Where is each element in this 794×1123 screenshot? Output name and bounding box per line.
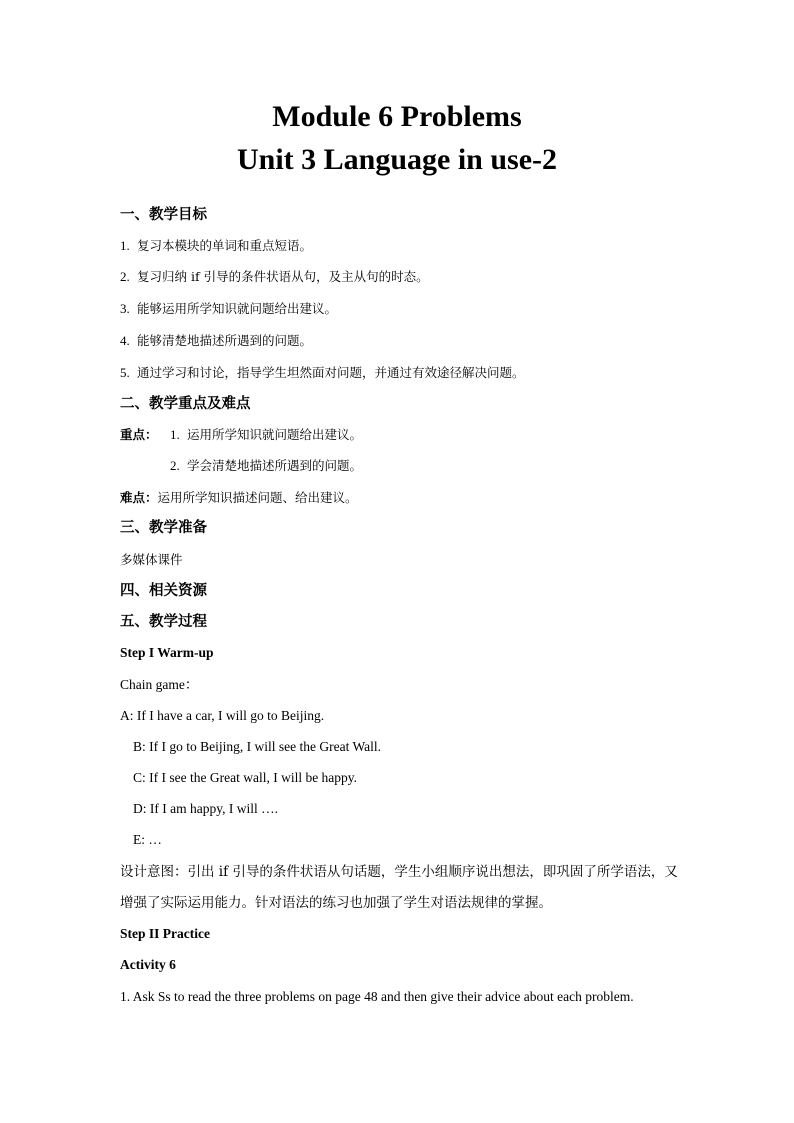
objective-item-5: 5. 通过学习和讨论，指导学生坦然面对问题，并通过有效途径解决问题。 [120, 365, 525, 380]
key-label: 重点： [120, 427, 158, 442]
difficulty-text: 运用所学知识描述问题、给出建议。 [157, 490, 358, 505]
objective-item-4: 4. 能够清楚地描述所遇到的问题。 [120, 333, 313, 348]
key-point-item-1: 1. 运用所学知识就问题给出建议。 [170, 427, 363, 442]
section1-heading: 一、教学目标 [120, 206, 207, 223]
chain-line-e: E: … [133, 832, 162, 847]
chain-line-b: B: If I go to Beijing, I will see the Great Wall. [133, 739, 381, 754]
chain-line-d: D: If I am happy, I will …. [133, 801, 278, 816]
objective-item-3: 3. 能够运用所学知识就问题给出建议。 [120, 301, 338, 316]
document-title-line1: Module 6 Problems [272, 100, 522, 133]
step2-title: Step II Practice [120, 926, 210, 941]
objective-item-2: 2. 复习归纳 if 引导的条件状语从句，及主从句的时态。 [120, 269, 429, 284]
section3-heading: 三、教学准备 [120, 519, 207, 536]
chain-line-a: A: If I have a car, I will go to Beijing. [120, 708, 325, 723]
document-title-line2: Unit 3 Language in use-2 [236, 143, 558, 176]
design-note: 设计意图：引出 if 引导的条件状语从句话题，学生小组顺序说出想法，即巩固了所学语法，又增强了实际运用能力。针对语法的练习也加强了学生对语法规律的掌握。 [120, 864, 678, 911]
activity-6-title: Activity 6 [120, 957, 176, 972]
section5-heading: 五、教学过程 [120, 613, 207, 630]
preparation-text: 多媒体课件 [120, 552, 183, 567]
chain-game-intro: Chain game： [120, 677, 199, 692]
section2-heading: 二、教学重点及难点 [120, 395, 251, 412]
key-point-item-2: 2. 学会清楚地描述所遇到的问题。 [170, 458, 363, 473]
difficulty-label: 难点： [120, 490, 158, 505]
objective-item-1: 1. 复习本模块的单词和重点短语。 [120, 238, 313, 253]
section4-heading: 四、相关资源 [120, 582, 207, 599]
difficulty-line [120, 489, 358, 507]
chain-line-c: C: If I see the Great wall, I will be happy. [133, 770, 358, 785]
step1-title: Step I Warm-up [120, 645, 214, 660]
activity-6-item-1: 1. Ask Ss to read the three problems on page 48 and then give their advice about each problem. [120, 989, 634, 1004]
key-point-label [120, 426, 158, 444]
